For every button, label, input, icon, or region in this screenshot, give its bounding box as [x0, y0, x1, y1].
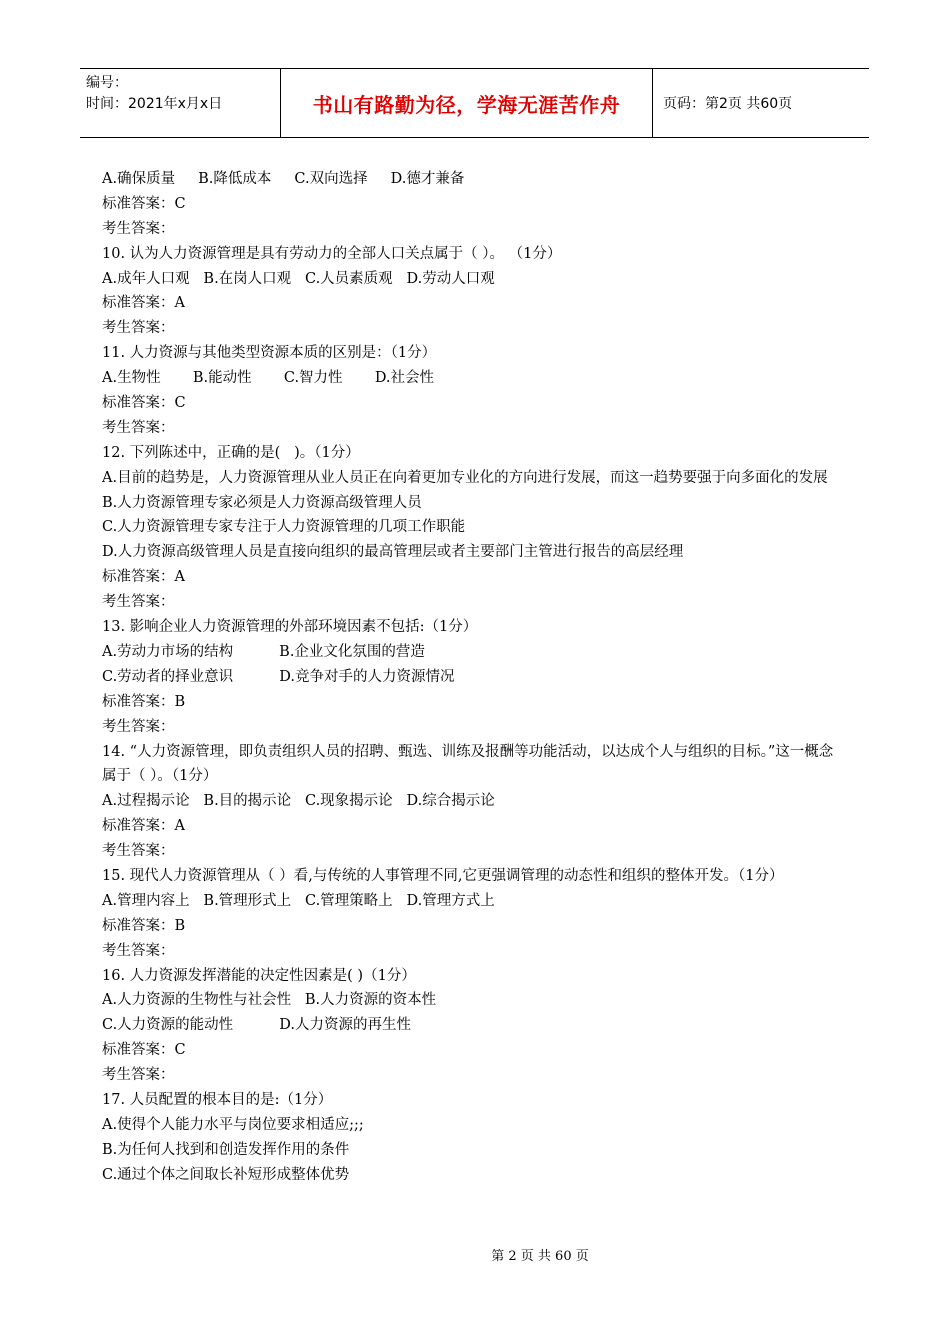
text-line: 考生答案：: [102, 419, 175, 436]
text-line: D.人力资源高级管理人员是直接向组织的最高管理层或者主要部门主管进行报告的高层经理: [102, 544, 684, 561]
text-line: B.人力资源管理专家必须是人力资源高级管理人员: [102, 494, 422, 511]
text-line: 标准答案：A: [102, 818, 185, 835]
header-page-info-cell: [653, 69, 869, 137]
header-meta: [80, 69, 281, 137]
time-label: 时间：2021年x月x日: [86, 96, 223, 112]
text-line: A.劳动力市场的结构 B.企业文化氛围的营造: [102, 643, 425, 660]
text-line: A.过程揭示论 B.目的揭示论 C.现象揭示论 D.综合揭示论: [102, 793, 495, 810]
text-line: 15. 现代人力资源管理从（ ）看,与传统的人事管理不同,它更强调管理的动态性和组织的整体开发。（1分）: [102, 867, 784, 884]
text-line: 标准答案：A: [102, 569, 185, 586]
motto: 书山有路勤为径，学海无涯苦作舟: [312, 92, 621, 117]
text-line: 17. 人员配置的根本目的是:（1分）: [102, 1092, 333, 1109]
text-line: A.管理内容上 B.管理形式上 C.管理策略上 D.管理方式上: [102, 892, 495, 909]
text-line: 标准答案：B: [102, 693, 186, 710]
text-line: 标准答案：C: [102, 195, 186, 212]
text-line: B.为任何人找到和创造发挥作用的条件: [102, 1141, 350, 1158]
text-line: 考生答案：: [102, 1067, 175, 1084]
text-line: A.成年人口观 B.在岗人口观 C.人员素质观 D.劳动人口观: [102, 270, 495, 287]
document-body: [102, 167, 842, 1188]
text-line: 12. 下列陈述中，正确的是( )。（1分）: [102, 444, 360, 461]
text-line: 标准答案：A: [102, 295, 185, 312]
text-line: A.使得个人能力水平与岗位要求相适应;;;: [102, 1116, 364, 1133]
text-line: 16. 人力资源发挥潜能的决定性因素是( )（1分）: [102, 967, 416, 984]
serial-label: 编号：: [86, 75, 128, 91]
text-line: C.人力资源的能动性 D.人力资源的再生性: [102, 1017, 411, 1034]
text-line: 考生答案：: [102, 843, 175, 860]
page-footer: 第 2 页 共 60 页: [491, 1249, 589, 1264]
text-line: A.目前的趋势是，人力资源管理从业人员正在向着更加专业化的方向进行发展，而这一趋势要强于向多面化的发展: [102, 469, 828, 486]
text-line: 11. 人力资源与其他类型资源本质的区别是：（1分）: [102, 345, 437, 362]
text-line: 考生答案：: [102, 594, 175, 611]
text-line: 14. “人力资源管理，即负责组织人员的招聘、甄选、训练及报酬等功能活动，以达成个人与组织的目标。”这一概念属于（ ）。（1分）: [102, 743, 834, 785]
text-line: A.生物性 B.能动性 C.智力性 D.社会性: [102, 370, 435, 387]
text-line: 考生答案：: [102, 942, 175, 959]
header-motto-cell: [281, 69, 653, 137]
page-header: [80, 68, 869, 138]
text-line: 13. 影响企业人力资源管理的外部环境因素不包括:（1分）: [102, 619, 478, 636]
text-line: 标准答案：C: [102, 395, 186, 412]
text-line: 考生答案：: [102, 220, 175, 237]
text-line: A.人力资源的生物性与社会性 B.人力资源的资本性: [102, 992, 437, 1009]
text-line: 标准答案：C: [102, 1042, 186, 1059]
text-line: 考生答案：: [102, 320, 175, 337]
text-line: C.人力资源管理专家专注于人力资源管理的几项工作职能: [102, 519, 466, 536]
text-line: 考生答案：: [102, 718, 175, 735]
text-line: A.确保质量 B.降低成本 C.双向选择 D.德才兼备: [102, 171, 465, 187]
text-line: C.劳动者的择业意识 D.竞争对手的人力资源情况: [102, 668, 455, 685]
text-line: 标准答案：B: [102, 917, 186, 934]
text-line: 10. 认为人力资源管理是具有劳动力的全部人口关点属于（ ）。 （1分）: [102, 245, 562, 262]
page-info: 页码：第2页 共60页: [663, 96, 793, 112]
text-line: C.通过个体之间取长补短形成整体优势: [102, 1166, 350, 1183]
